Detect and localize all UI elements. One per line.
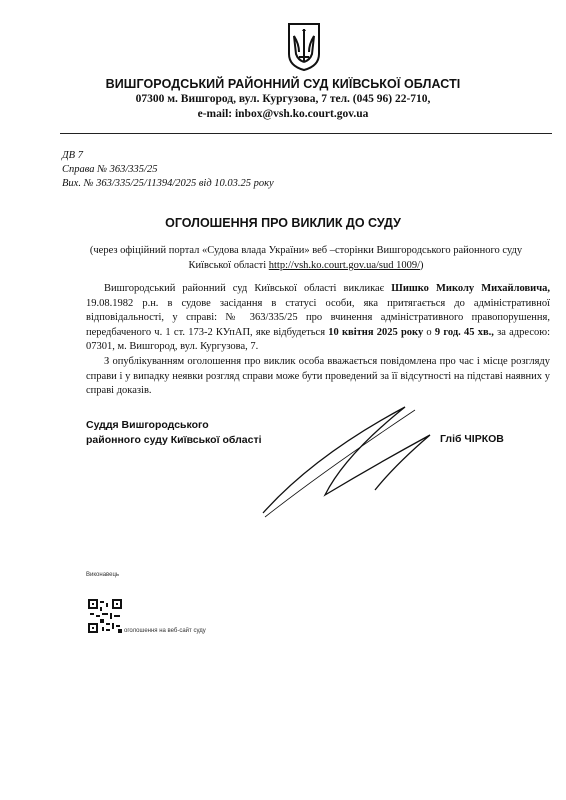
court-name: ВИШГОРОДСЬКИЙ РАЙОННИЙ СУД КИЇВСЬКОЇ ОБЛАСТІ <box>105 77 461 91</box>
summons-text-4: за адресою: 07301, м. Вишгород, вул. Кургузова, 7. <box>86 326 550 353</box>
summons-text-2: 19.08.1982 р.н. в судове засідання в статусі особи, яка притягається до адміністративної відповідальності, у справі: № 363/335/25 про вчинення адміністративного правопорушення, передбаченого ч. 1 ст. 173-2 КУпАП, яке відбудеться <box>86 297 550 338</box>
hearing-time: 9 год. 45 хв., <box>434 326 494 338</box>
handwritten-signature <box>255 395 455 535</box>
signer-position-line1: Суддя Вишгородського <box>86 419 209 431</box>
outgoing-number: Вих. № 363/335/25/11394/2025 від 10.03.25 року <box>62 178 274 189</box>
court-address: 07300 м. Вишгород, вул. Кургузова, 7 тел. (045 96) 22-710, <box>135 93 431 105</box>
executor-label: Виконавець <box>86 572 120 578</box>
qr-code-icon <box>88 599 122 633</box>
summoned-person-name: Шишко Миколу Михайловича, <box>391 283 550 294</box>
document-title: ОГОЛОШЕННЯ ПРО ВИКЛИК ДО СУДУ <box>165 216 401 230</box>
coat-of-arms-icon <box>287 22 321 72</box>
summons-text-3: о <box>423 326 435 338</box>
court-website-link[interactable]: http://vsh.ko.court.gov.ua/sud 1009/ <box>268 260 421 271</box>
hearing-date: 10 квітня 2025 року <box>328 326 424 338</box>
signer-position <box>86 418 262 448</box>
publication-note-close: ) <box>420 260 424 271</box>
notice-body <box>86 282 550 399</box>
publication-note-text: (через офіційний портал «Судова влада України» веб –сторінки Вишгородського районного суду Київської області <box>89 245 523 271</box>
summons-text-1: Вишгородський районний суд Київської області викликає <box>104 283 392 294</box>
signer-position-line2: районного суду Київської області <box>86 434 262 446</box>
judge-name: Гліб ЧІРКОВ <box>440 433 504 445</box>
court-email: e-mail: inbox@vsh.ko.court.gov.ua <box>197 108 369 120</box>
document-code: ДВ 7 <box>62 150 83 161</box>
publication-note <box>70 243 542 273</box>
case-number: Справа № 363/335/25 <box>62 164 158 175</box>
consequence-paragraph: З опублікуванням оголошення про виклик особа вважається повідомлена про час і місце розгляду справи і у випадку неявки розгляд справи може бути проведений за її відсутності на підставі наявних у справі доказів. <box>86 355 550 397</box>
summons-paragraph <box>86 282 550 355</box>
qr-caption: оголошення на веб-сайт суду <box>124 628 206 634</box>
header-divider <box>60 133 552 134</box>
